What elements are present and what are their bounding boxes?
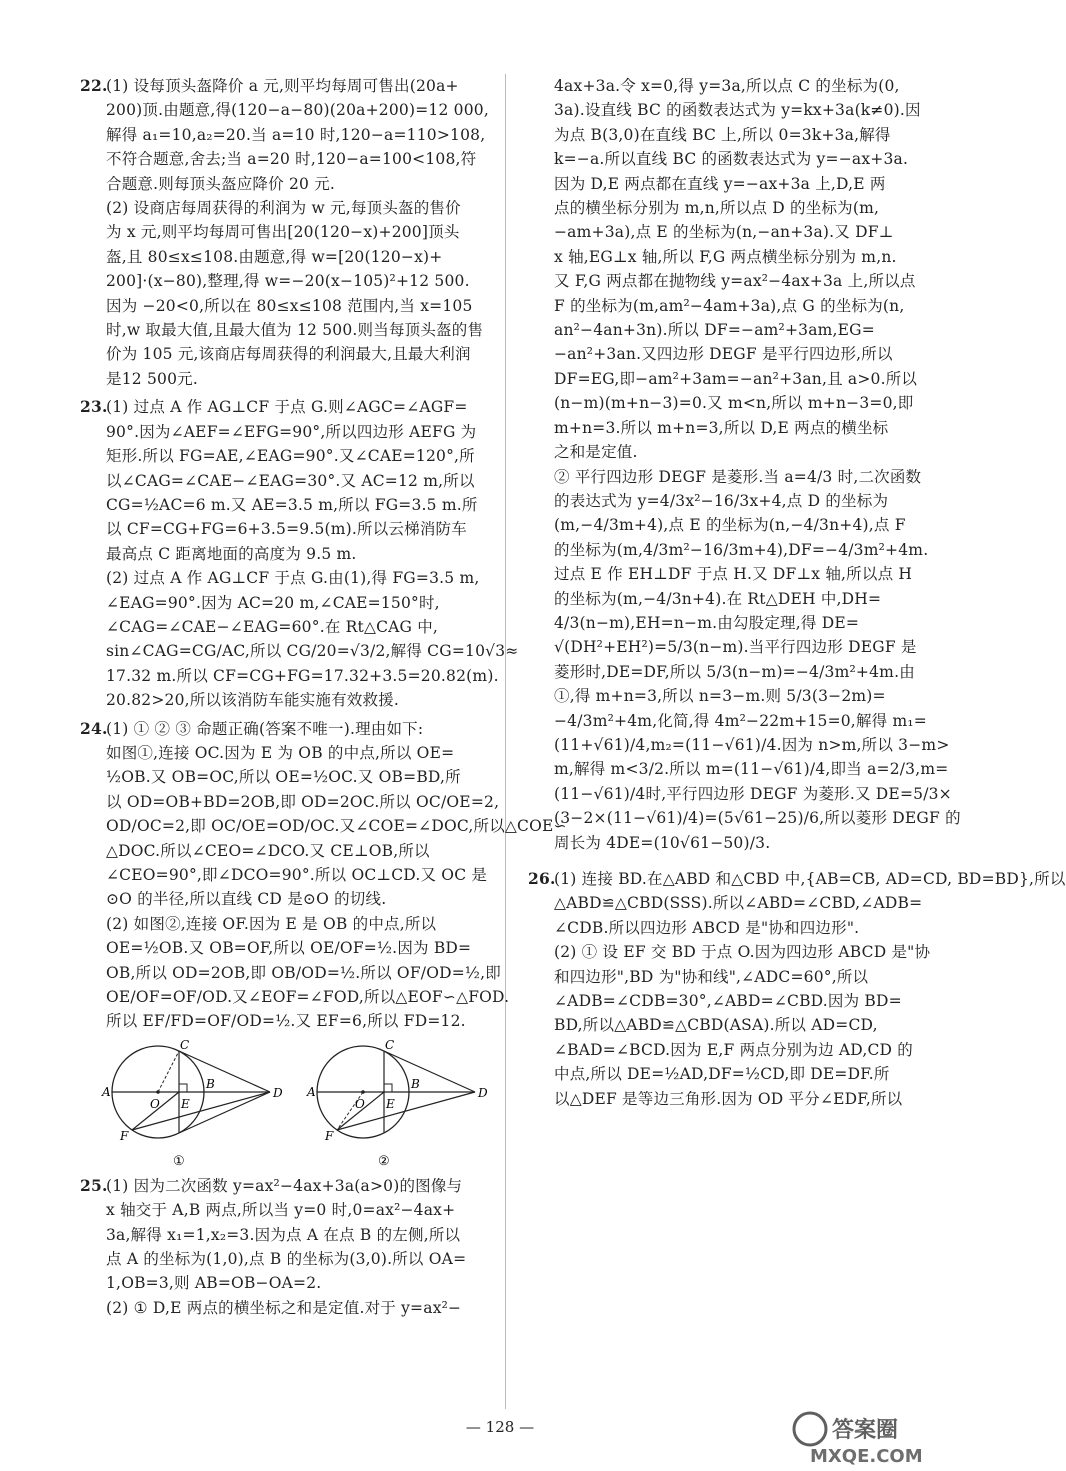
line-text: k=−a.所以直线 BC 的函数表达式为 y=−ax+3a. bbox=[554, 150, 909, 169]
line-text: (11−√61)/4时,平行四边形 DEGF 为菱形.又 DE=5/3× bbox=[554, 784, 952, 803]
text-line bbox=[80, 814, 567, 838]
text-line bbox=[80, 542, 510, 566]
fig2-label-B: B bbox=[411, 1076, 420, 1091]
line-text: (2) ① D,E 两点的横坐标之和是定值.对于 y=ax²− bbox=[106, 1298, 462, 1317]
line-text: ∠EAG=90°.因为 AC=20 m,∠CAE=150°时, bbox=[106, 593, 440, 612]
text-line bbox=[528, 269, 958, 293]
text-line bbox=[80, 74, 510, 98]
watermark-url: MXQE.COM bbox=[810, 1446, 923, 1467]
line-text: 以 CF=CG+FG=6+3.5=9.5(m).所以云梯消防车 bbox=[106, 520, 467, 539]
text-line bbox=[528, 391, 958, 415]
text-line bbox=[80, 318, 510, 342]
text-line bbox=[528, 733, 958, 757]
line-text: 矩形.所以 FG=AE,∠EAG=90°.又∠CAE=120°,所 bbox=[106, 447, 475, 466]
line-text: OE/OF=OF/OD.又∠EOF=∠FOD,所以△EOF∽△FOD. bbox=[106, 988, 510, 1007]
text-line bbox=[528, 416, 958, 440]
line-text: 因为 −20<0,所以在 80≤x≤108 范围内,当 x=105 bbox=[106, 296, 473, 315]
line-text: 以∠CAG=∠CAE−∠EAG=30°.又 AC=12 m,所以 bbox=[106, 471, 475, 490]
text-line bbox=[80, 469, 510, 493]
line-text: m,解得 m<3/2.所以 m=(11−√61)/4,即当 a=2/3,m= bbox=[554, 760, 949, 779]
page-number: — 128 — bbox=[465, 1418, 535, 1436]
text-line bbox=[80, 395, 510, 419]
line-text: △DOC.所以∠CEO=∠DCO.又 CE⊥OB,所以 bbox=[106, 841, 430, 860]
text-line bbox=[80, 591, 510, 615]
text-line bbox=[528, 684, 958, 708]
watermark-text: 答案圈 bbox=[832, 1418, 899, 1443]
text-line bbox=[80, 1271, 510, 1295]
problem-22 bbox=[80, 74, 510, 391]
text-line bbox=[80, 196, 510, 220]
text-line bbox=[528, 220, 958, 244]
line-text: sin∠CAG=CG/AC,所以 CG/20=√3/2,解得 CG=10√3≈ bbox=[106, 642, 519, 661]
circle-figures bbox=[80, 1037, 510, 1170]
line-text: 点 A 的坐标为(1,0),点 B 的坐标为(3,0).所以 OA= bbox=[106, 1250, 467, 1269]
text-line bbox=[528, 538, 958, 562]
text-line bbox=[528, 709, 958, 733]
line-text: 是12 500元. bbox=[106, 369, 198, 388]
text-line bbox=[80, 887, 510, 911]
line-text: 所以 EF/FD=OF/OD=½.又 EF=6,所以 FD=12. bbox=[106, 1012, 466, 1031]
text-line bbox=[528, 562, 958, 586]
line-text: (1) 过点 A 作 AG⊥CF 于点 G.则∠AGC=∠AGF= bbox=[106, 398, 468, 417]
text-line bbox=[528, 1038, 958, 1062]
text-line bbox=[528, 867, 1066, 891]
text-line bbox=[80, 367, 510, 391]
text-line bbox=[80, 342, 510, 366]
line-text: 如图①,连接 OC.因为 E 为 OB 的中点,所以 OE= bbox=[106, 743, 455, 762]
line-text: (1) 因为二次函数 y=ax²−4ax+3a(a>0)的图像与 bbox=[106, 1176, 463, 1195]
fig2-caption: ② bbox=[378, 1153, 390, 1169]
text-line bbox=[80, 269, 510, 293]
text-line bbox=[528, 294, 958, 318]
line-text: DF=EG,即−am²+3am=−an²+3an,且 a>0.所以 bbox=[554, 369, 918, 388]
line-text: 因为 D,E 两点都在直线 y=−ax+3a 上,D,E 两 bbox=[554, 174, 886, 193]
text-line bbox=[80, 1247, 510, 1271]
text-line bbox=[528, 513, 958, 537]
line-text: 4/3(n−m),EH=n−m.由勾股定理,得 DE= bbox=[554, 613, 860, 632]
line-text: 又 F,G 两点都在抛物线 y=ax²−4ax+3a 上,所以点 bbox=[554, 272, 916, 291]
text-line bbox=[80, 517, 510, 541]
line-text: ∠CEO=90°,即∠DCO=90°.所以 OC⊥CD.又 OC 是 bbox=[106, 866, 488, 884]
text-line bbox=[528, 147, 958, 171]
text-line bbox=[528, 440, 958, 464]
text-line bbox=[528, 1062, 958, 1086]
line-text: 17.32 m.所以 CF=CG+FG=17.32+3.5=20.82(m). bbox=[106, 666, 499, 685]
line-text: m+n=3.所以 m+n=3,所以 D,E 两点的横坐标 bbox=[554, 418, 889, 437]
line-text: (1) 连接 BD.在△ABD 和△CBD 中,{AB=CB, AD=CD, BD=BD},所以 bbox=[554, 870, 1066, 888]
text-line bbox=[80, 493, 510, 517]
text-line bbox=[528, 635, 958, 659]
line-text: ①,得 m+n=3,所以 n=3−m.则 5/3(3−2m)= bbox=[554, 687, 886, 706]
line-text: 中点,所以 DE=½AD,DF=½CD,即 DE=DF.所 bbox=[554, 1065, 890, 1084]
line-text: 4ax+3a.令 x=0,得 y=3a,所以点 C 的坐标为(0, bbox=[554, 77, 900, 95]
line-text: (2) 如图②,连接 OF.因为 E 是 OB 的中点,所以 bbox=[106, 914, 437, 933]
problem-25 bbox=[80, 1174, 510, 1320]
line-text: 90°.因为∠AEF=∠EFG=90°,所以四边形 AEFG 为 bbox=[106, 422, 477, 441]
line-text: −4/3m²+4m,化简,得 4m²−22m+15=0,解得 m₁= bbox=[554, 711, 927, 730]
text-line bbox=[80, 245, 510, 269]
text-line bbox=[528, 1087, 958, 1111]
text-line bbox=[528, 891, 958, 915]
text-line bbox=[80, 1296, 510, 1320]
fig2-label-O: O bbox=[355, 1096, 365, 1111]
fig2-label-E: E bbox=[386, 1096, 395, 1111]
fig2-label-D: D bbox=[478, 1085, 488, 1100]
text-line bbox=[80, 220, 510, 244]
text-line bbox=[528, 196, 958, 220]
text-line bbox=[80, 765, 510, 789]
problem-number: 25. bbox=[80, 1175, 108, 1195]
text-line bbox=[528, 245, 958, 269]
line-text: an²−4an+3n).所以 DF=−am²+3am,EG= bbox=[554, 321, 875, 340]
text-line bbox=[528, 916, 958, 940]
line-text: 以 OD=OB+BD=2OB,即 OD=2OC.所以 OC/OE=2, bbox=[106, 792, 500, 811]
line-text: 菱形时,DE=DF,所以 5/3(n−m)=−4/3m²+4m.由 bbox=[554, 662, 915, 681]
text-line bbox=[528, 782, 958, 806]
line-text: 不符合题意,舍去;当 a=20 时,120−a=100<108,符 bbox=[106, 150, 477, 169]
line-text: 盔,且 80≤x≤108.由题意,得 w=[20(120−x)+ bbox=[106, 247, 443, 266]
line-text: 解得 a₁=10,a₂=20.当 a=10 时,120−a=110>108, bbox=[106, 125, 486, 144]
line-text: 合题意.则每顶头盔应降价 20 元. bbox=[106, 174, 336, 193]
text-line bbox=[80, 790, 510, 814]
text-line bbox=[80, 294, 510, 318]
line-text: F 的坐标为(m,am²−4am+3a),点 G 的坐标为(n, bbox=[554, 296, 905, 315]
line-text: 过点 E 作 EH⊥DF 于点 H.又 DF⊥x 轴,所以点 H bbox=[554, 565, 913, 584]
problem-number: 22. bbox=[80, 76, 108, 95]
line-text: √(DH²+EH²)=5/3(n−m).当平行四边形 DEGF 是 bbox=[554, 638, 917, 657]
line-text: −an²+3an.又四边形 DEGF 是平行四边形,所以 bbox=[554, 345, 893, 364]
line-text: △ABD≌△CBD(SSS).所以∠ABD=∠CBD,∠ADB= bbox=[554, 894, 923, 913]
text-line bbox=[80, 863, 510, 887]
text-line bbox=[80, 566, 510, 590]
text-line bbox=[528, 757, 958, 781]
text-line bbox=[80, 98, 510, 122]
text-line bbox=[80, 1009, 510, 1033]
text-line bbox=[80, 147, 510, 171]
text-line bbox=[528, 318, 958, 342]
text-line bbox=[80, 688, 510, 712]
text-line bbox=[528, 587, 958, 611]
line-text: (11+√61)/4,m₂=(11−√61)/4.因为 n>m,所以 3−m> bbox=[554, 735, 950, 754]
text-line bbox=[528, 74, 958, 98]
problem-number: 23. bbox=[80, 397, 108, 417]
line-text: 3a).设直线 BC 的函数表达式为 y=kx+3a(k≠0).因 bbox=[554, 101, 921, 120]
line-text: x 轴交于 A,B 两点,所以当 y=0 时,0=ax²−4ax+ bbox=[106, 1201, 456, 1220]
text-line bbox=[528, 965, 958, 989]
problem-number: 24. bbox=[80, 718, 108, 738]
line-text: ½OB.又 OB=OC,所以 OE=½OC.又 OB=BD,所 bbox=[106, 768, 461, 787]
line-text: 20.82>20,所以该消防车能实施有效救援. bbox=[106, 691, 400, 710]
line-text: 周长为 4DE=(10√61−50)/3. bbox=[554, 833, 771, 852]
line-text: −am+3a),点 E 的坐标为(n,−an+3a).又 DF⊥ bbox=[554, 223, 894, 242]
figure-2 bbox=[306, 1038, 488, 1169]
line-text: OD/OC=2,即 OC/OE=OD/OC.又∠COE=∠DOC,所以△COE∽ bbox=[106, 817, 567, 836]
fig2-label-A: A bbox=[307, 1084, 316, 1099]
fig1-label-A: A bbox=[102, 1084, 111, 1099]
line-text: 为 x 元,则平均每周可售出[20(120−x)+200]顶头 bbox=[106, 223, 460, 242]
line-text: 点的横坐标分别为 m,n,所以点 D 的坐标为(m, bbox=[554, 199, 880, 218]
text-line bbox=[528, 831, 958, 855]
text-line bbox=[80, 961, 510, 985]
text-line bbox=[80, 741, 510, 765]
line-text: 1,OB=3,则 AB=OB−OA=2. bbox=[106, 1274, 322, 1293]
text-line bbox=[80, 123, 510, 147]
line-text: ∠CDB.所以四边形 ABCD 是"协和四边形". bbox=[554, 918, 860, 937]
text-line bbox=[80, 717, 510, 741]
line-text: ∠BAD=∠BCD.因为 E,F 两点分别为边 AD,CD 的 bbox=[554, 1040, 913, 1059]
text-line bbox=[80, 1223, 510, 1247]
text-line bbox=[528, 367, 958, 391]
line-text: CG=½AC=6 m.又 AE=3.5 m,所以 FG=3.5 m.所 bbox=[106, 495, 478, 514]
fig1-label-D: D bbox=[273, 1085, 283, 1100]
text-line bbox=[80, 664, 510, 688]
line-text: 200)顶.由题意,得(120−a−80)(20a+200)=12 000, bbox=[106, 101, 489, 120]
line-text: ∠ADB=∠CDB=30°,∠ABD=∠CBD.因为 BD= bbox=[554, 992, 902, 1011]
text-line bbox=[528, 465, 958, 489]
fig2-label-F: F bbox=[325, 1128, 334, 1143]
fig1-label-F: F bbox=[120, 1128, 129, 1143]
text-line bbox=[80, 615, 510, 639]
line-text: BD,所以△ABD≌△CBD(ASA).所以 AD=CD, bbox=[554, 1016, 878, 1035]
line-text: 以△DEF 是等边三角形.因为 OD 平分∠EDF,所以 bbox=[554, 1089, 903, 1108]
fig1-label-E: E bbox=[181, 1096, 190, 1111]
text-line bbox=[80, 936, 510, 960]
text-line bbox=[528, 940, 958, 964]
line-text: OE=½OB.又 OB=OF,所以 OE/OF=½.因为 BD= bbox=[106, 939, 472, 958]
text-line bbox=[528, 98, 958, 122]
text-line bbox=[528, 611, 958, 635]
text-line bbox=[528, 172, 958, 196]
line-text: (m,−4/3m+4),点 E 的坐标为(n,−4/3n+4),点 F bbox=[554, 516, 906, 535]
line-text: 之和是定值. bbox=[554, 443, 638, 462]
problem-number: 26. bbox=[528, 869, 556, 888]
fig1-label-O: O bbox=[150, 1096, 160, 1111]
text-line bbox=[80, 839, 510, 863]
line-text: (n−m)(m+n−3)=0.又 m<n,所以 m+n−3=0,即 bbox=[554, 394, 914, 413]
text-line bbox=[528, 342, 958, 366]
line-text: ∠CAG=∠CAE−∠EAG=60°.在 Rt△CAG 中, bbox=[106, 617, 439, 636]
line-text: ⊙O 的半径,所以直线 CD 是⊙O 的切线. bbox=[106, 890, 387, 909]
line-text: 的坐标为(m,4/3m²−16/3m+4),DF=−4/3m²+4m. bbox=[554, 540, 929, 559]
circle-diagrams bbox=[80, 1037, 510, 1170]
fig1-caption: ① bbox=[173, 1153, 185, 1169]
figure-1 bbox=[101, 1038, 283, 1169]
line-text: 200]·(x−80),整理,得 w=−20(x−105)²+12 500. bbox=[106, 272, 470, 291]
text-line bbox=[80, 639, 519, 663]
line-text: x 轴,EG⊥x 轴,所以 F,G 两点横坐标分别为 m,n. bbox=[554, 247, 897, 266]
text-line bbox=[528, 989, 958, 1013]
text-line bbox=[528, 489, 958, 513]
text-line bbox=[528, 660, 958, 684]
text-line bbox=[528, 806, 961, 830]
fig1-label-C: C bbox=[180, 1037, 190, 1052]
line-text: 3a,解得 x₁=1,x₂=3.因为点 A 在点 B 的左侧,所以 bbox=[106, 1225, 461, 1244]
problem-25-continued bbox=[528, 74, 961, 855]
right-column bbox=[528, 74, 1066, 1115]
line-text: 最高点 C 距离地面的高度为 9.5 m. bbox=[106, 544, 357, 563]
line-text: (2) ① 设 EF 交 BD 于点 O.因为四边形 ABCD 是"协 bbox=[554, 943, 931, 962]
line-text: (2) 设商店每周获得的利润为 w 元,每顶头盔的售价 bbox=[106, 199, 461, 218]
text-line bbox=[80, 985, 510, 1009]
text-line bbox=[80, 444, 510, 468]
problem-23 bbox=[80, 395, 519, 712]
line-text: (1) 设每顶头盔降价 a 元,则平均每周可售出(20a+ bbox=[106, 77, 459, 95]
watermark-logo bbox=[780, 1407, 980, 1467]
line-text: 的表达式为 y=4/3x²−16/3x+4,点 D 的坐标为 bbox=[554, 491, 889, 510]
fig2-label-C: C bbox=[385, 1037, 395, 1052]
text-line bbox=[80, 1174, 510, 1198]
line-text: OB,所以 OD=2OB,即 OB/OD=½.所以 OF/OD=½,即 bbox=[106, 963, 501, 982]
text-line bbox=[528, 1013, 958, 1037]
line-text: ② 平行四边形 DEGF 是菱形.当 a=4/3 时,二次函数 bbox=[554, 467, 922, 486]
line-text: 和四边形",BD 为"协和线",∠ADC=60°,所以 bbox=[554, 967, 869, 986]
line-text: (1) ① ② ③ 命题正确(答案不唯一).理由如下: bbox=[106, 719, 424, 738]
line-text: 价为 105 元,该商店每周获得的利润最大,且最大利润 bbox=[106, 345, 471, 364]
line-text: 时,w 取最大值,且最大值为 12 500.则当每顶头盔的售 bbox=[106, 321, 484, 340]
problem-26 bbox=[528, 867, 1066, 1111]
line-text: 为点 B(3,0)在直线 BC 上,所以 0=3k+3a,解得 bbox=[554, 125, 891, 144]
line-text: (2) 过点 A 作 AG⊥CF 于点 G.由(1),得 FG=3.5 m, bbox=[106, 569, 480, 588]
line-text: 的坐标为(m,−4/3n+4).在 Rt△DEH 中,DH= bbox=[554, 589, 882, 608]
line-text: (3−2×(11−√61)/4)=(5√61−25)/6,所以菱形 DEGF 的 bbox=[554, 809, 961, 828]
text-line bbox=[80, 1198, 510, 1222]
text-line bbox=[80, 172, 510, 196]
fig1-label-B: B bbox=[206, 1076, 215, 1091]
text-line bbox=[80, 912, 510, 936]
text-line bbox=[80, 420, 510, 444]
text-line bbox=[528, 123, 958, 147]
